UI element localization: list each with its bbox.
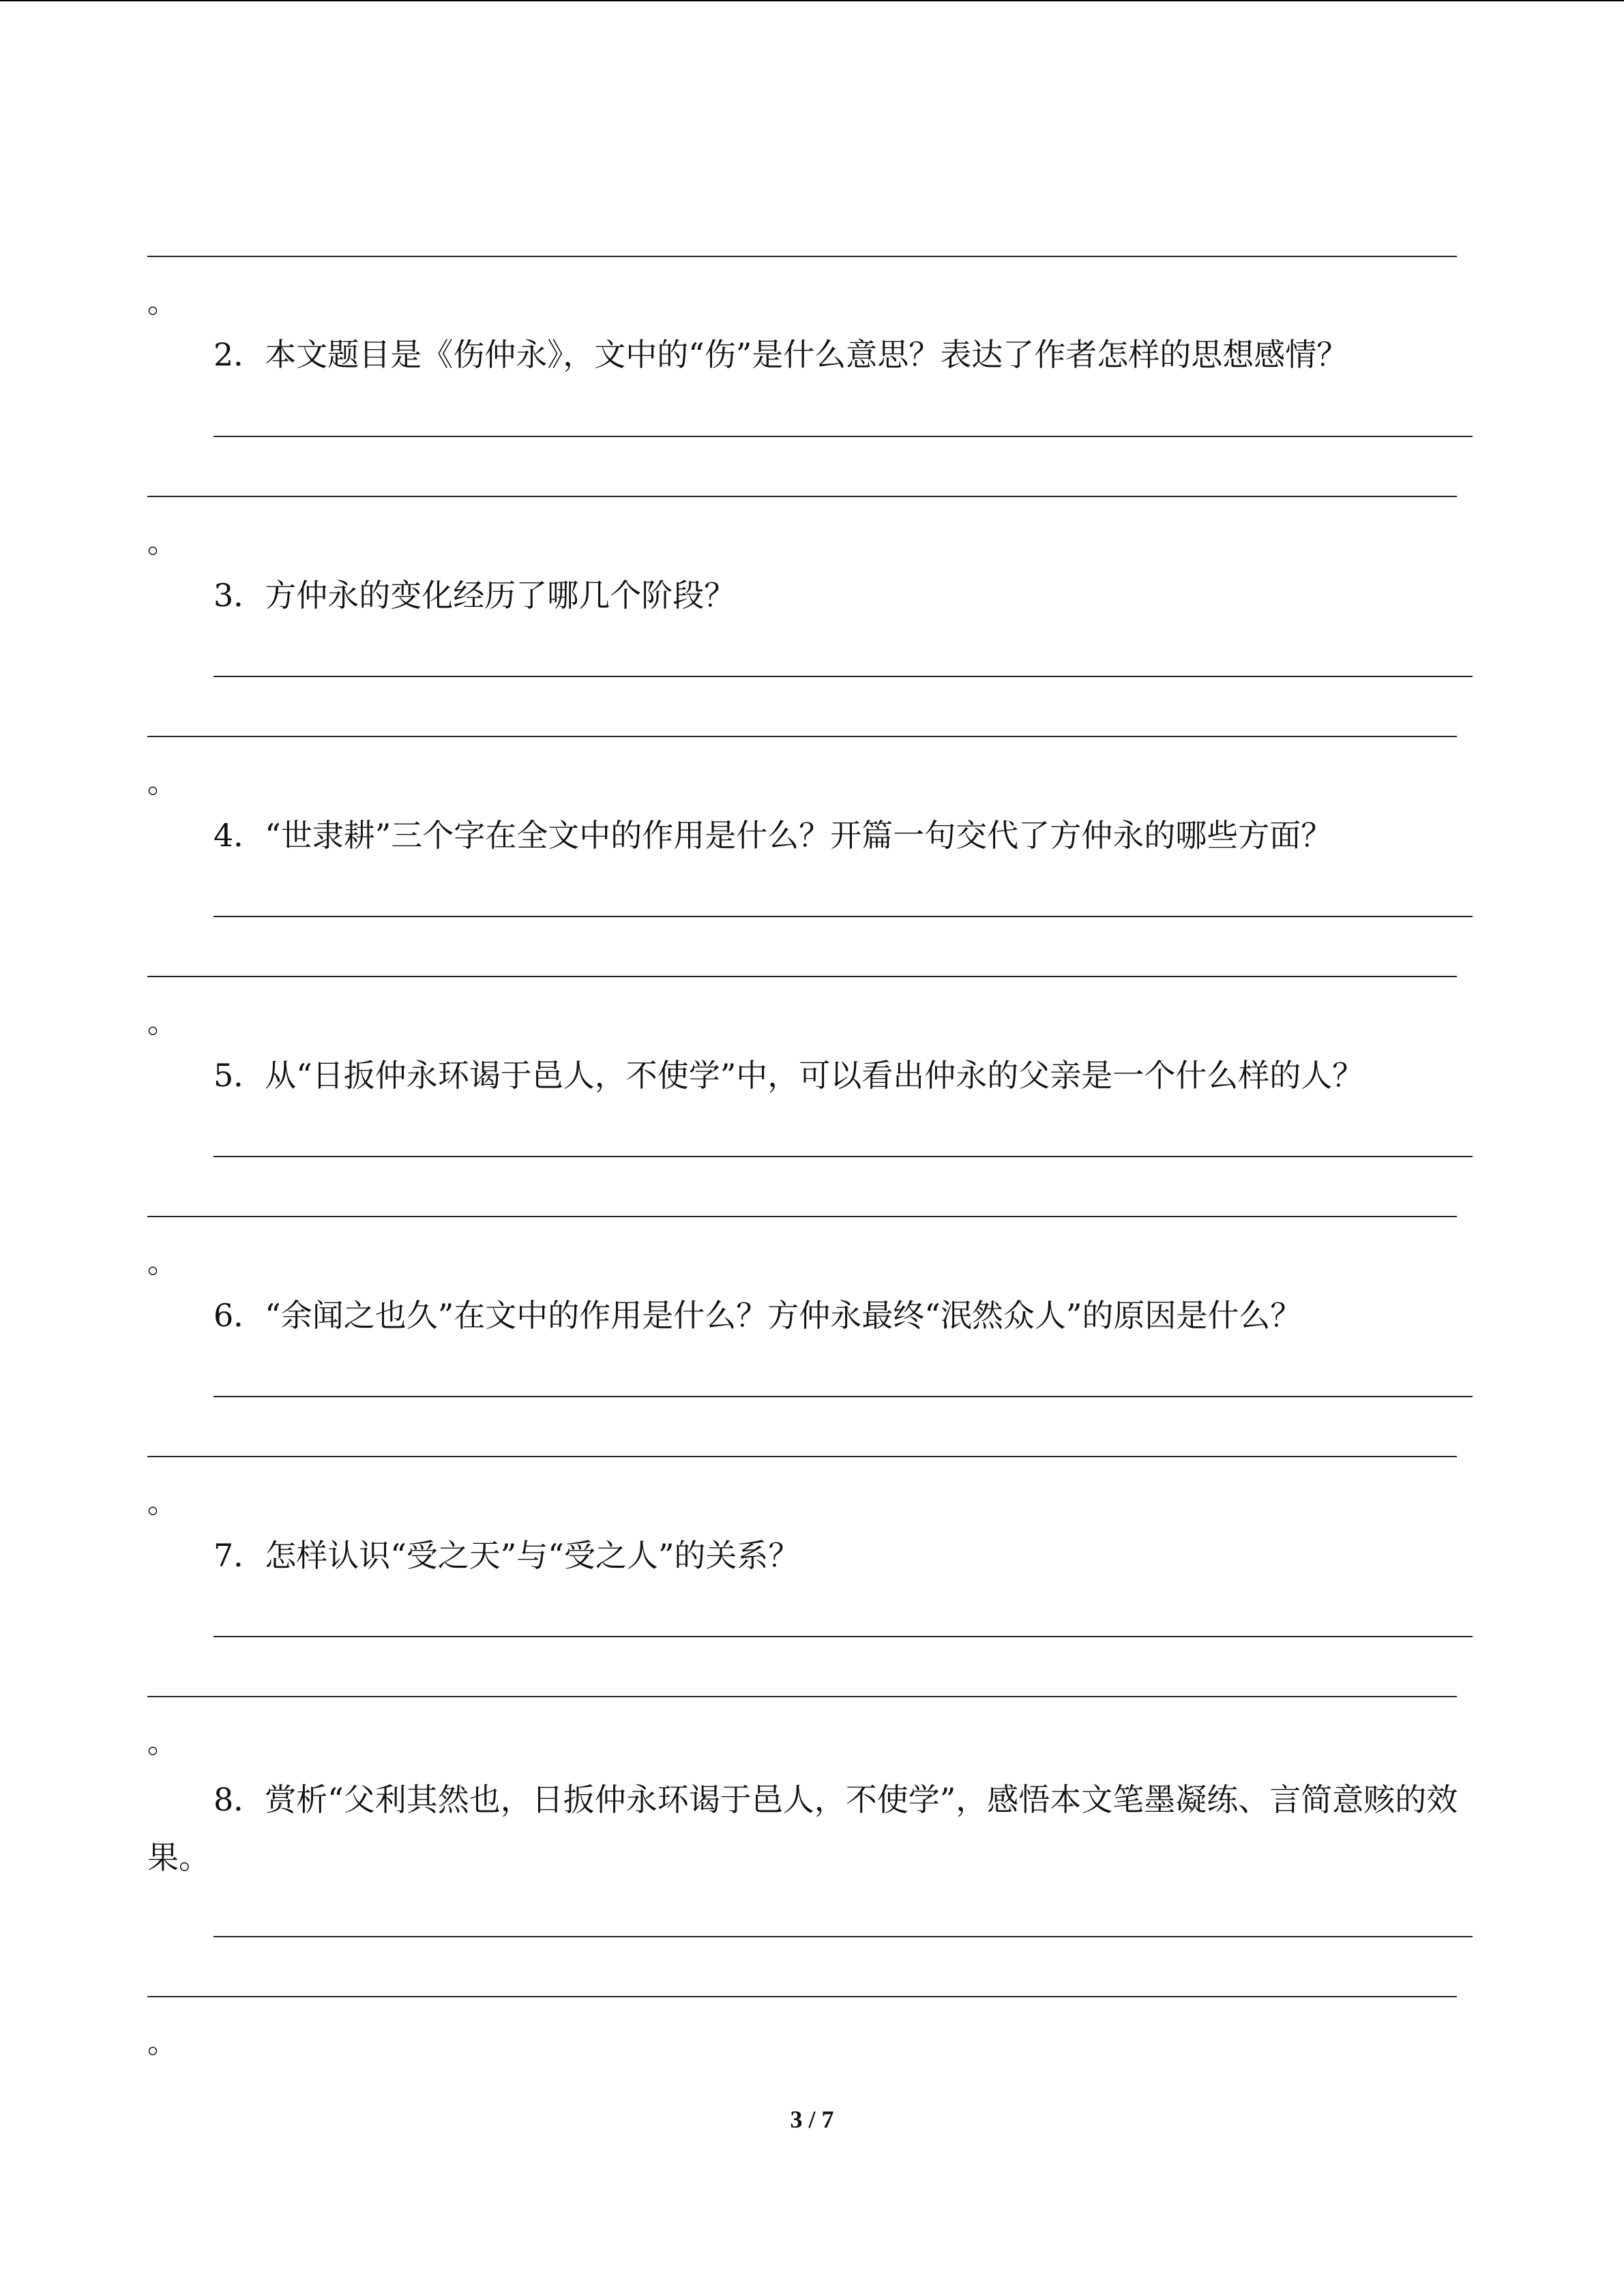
answer-line bbox=[147, 976, 1457, 977]
page-number: 3 / 7 bbox=[790, 2106, 834, 2133]
answer-line bbox=[213, 1636, 1473, 1637]
question-4: 4．“世隶耕”三个字在全文中的作用是什么？开篇一句交代了方仲永的哪些方面？ bbox=[213, 817, 1333, 854]
answer-line bbox=[213, 436, 1473, 437]
answer-line bbox=[147, 736, 1457, 737]
answer-line bbox=[147, 1216, 1457, 1217]
question-3: 3．方仲永的变化经历了哪几个阶段？ bbox=[213, 577, 736, 614]
answer-line bbox=[147, 1696, 1457, 1697]
end-mark: 。 bbox=[147, 525, 177, 560]
end-mark: 。 bbox=[147, 1725, 177, 1760]
answer-line bbox=[213, 1156, 1473, 1157]
answer-line bbox=[147, 1996, 1457, 1997]
answer-line bbox=[147, 256, 1457, 257]
end-mark: 。 bbox=[147, 1245, 177, 1280]
answer-line bbox=[213, 676, 1473, 677]
question-8: 8．赏析“父利其然也，日扳仲永环谒于邑人，不使学”，感悟本文笔墨凝练、言简意赅的效果。 bbox=[147, 1781, 1458, 1877]
end-mark: 。 bbox=[147, 2025, 177, 2060]
answer-line bbox=[213, 1396, 1473, 1397]
answer-line bbox=[147, 1456, 1457, 1457]
answer-line bbox=[147, 496, 1457, 497]
end-mark: 。 bbox=[147, 765, 177, 800]
end-mark: 。 bbox=[147, 285, 177, 320]
end-mark: 。 bbox=[147, 1005, 177, 1040]
question-2: 2．本文题目是《伤仲永》，文中的“伤”是什么意思？表达了作者怎样的思想感情？ bbox=[213, 336, 1348, 373]
question-6: 6．“余闻之也久”在文中的作用是什么？方仲永最终“泯然众人”的原因是什么？ bbox=[213, 1297, 1302, 1334]
end-mark: 。 bbox=[147, 1485, 177, 1520]
answer-line bbox=[213, 916, 1473, 917]
question-7: 7．怎样认识“受之天”与“受之人”的关系？ bbox=[213, 1537, 800, 1574]
question-5: 5．从“日扳仲永环谒于邑人，不使学”中，可以看出仲永的父亲是一个什么样的人？ bbox=[213, 1057, 1364, 1094]
answer-line bbox=[213, 1936, 1473, 1937]
